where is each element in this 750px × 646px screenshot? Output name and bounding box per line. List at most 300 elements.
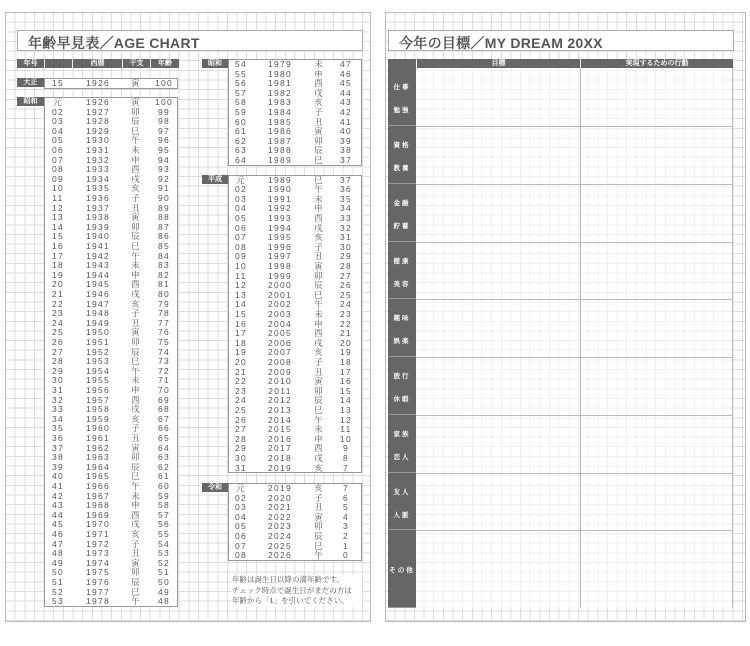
- age: 89: [157, 202, 171, 213]
- age: 50: [157, 577, 171, 587]
- western-year: 1952: [85, 346, 111, 357]
- age: 39: [339, 135, 353, 146]
- era-year: 08: [234, 241, 248, 252]
- western-year: 1933: [85, 164, 111, 175]
- eto: 寅: [314, 376, 324, 387]
- western-year: 1981: [267, 78, 293, 89]
- note-line: 年齢は誕生日以降の満年齢です。: [232, 575, 344, 584]
- western-year: 1988: [267, 145, 293, 156]
- era-table-taisho: [44, 78, 178, 89]
- western-year: 1949: [85, 317, 111, 328]
- eto: 亥: [131, 529, 141, 539]
- era-year: 22: [51, 298, 65, 309]
- my-dream-title: 今年の目標／MY DREAM 20XX: [388, 30, 734, 51]
- era-year: 16: [234, 318, 248, 329]
- age: 41: [339, 116, 353, 127]
- eto: 卯: [131, 567, 141, 578]
- era-year: 25: [51, 327, 65, 338]
- western-year: 2003: [267, 308, 293, 319]
- category-text: 趣味: [393, 315, 411, 322]
- western-year: 2008: [267, 356, 293, 367]
- eto: 辰: [314, 280, 324, 291]
- era-year: 28: [51, 356, 65, 367]
- eto: 寅: [131, 557, 141, 568]
- age: 16: [339, 376, 353, 387]
- era-year: 02: [234, 184, 248, 195]
- table-row: [229, 522, 361, 532]
- era-year: 13: [51, 212, 65, 223]
- age: 44: [339, 87, 353, 98]
- western-year: 1966: [85, 481, 111, 491]
- era-label-taisho: 大正: [17, 78, 44, 87]
- age: 93: [157, 164, 171, 175]
- eto: 申: [131, 269, 141, 280]
- western-year: 1987: [267, 135, 293, 146]
- western-year: 1926: [85, 97, 111, 107]
- eto: 亥: [131, 413, 141, 424]
- era-year: 04: [234, 203, 248, 214]
- table-row: [229, 464, 361, 474]
- age: 43: [339, 97, 353, 108]
- age: 45: [339, 78, 353, 89]
- age: 70: [157, 385, 171, 395]
- western-year: 1963: [85, 452, 111, 463]
- era-year: 63: [234, 145, 248, 156]
- age: 57: [157, 509, 171, 520]
- age: 34: [339, 203, 353, 214]
- age: 54: [157, 538, 171, 549]
- header-action: 実現するための行動: [581, 59, 733, 68]
- era-year: 15: [51, 78, 65, 88]
- age: 5: [342, 502, 350, 513]
- era-year: 46: [51, 529, 65, 539]
- western-year: 1965: [85, 471, 111, 482]
- era-year: 05: [51, 135, 65, 146]
- western-year: 2005: [267, 328, 293, 339]
- western-year: 1991: [267, 193, 293, 204]
- western-year: 1971: [85, 529, 111, 539]
- eto: 子: [131, 538, 141, 549]
- table-row: [229, 444, 361, 454]
- age: 32: [339, 222, 353, 233]
- eto: 午: [131, 250, 141, 261]
- category-label: [388, 299, 416, 357]
- eto: 子: [314, 356, 324, 367]
- age: 13: [339, 404, 353, 415]
- goal-column[interactable]: [416, 68, 581, 608]
- western-year: 1955: [85, 375, 111, 386]
- eto: 巳: [131, 356, 141, 367]
- category-divider: [416, 242, 733, 243]
- eto: 辰: [131, 231, 141, 242]
- header-eto: 干支: [123, 59, 150, 68]
- age: 42: [339, 107, 353, 117]
- age: 97: [157, 125, 171, 136]
- eto: 寅: [314, 511, 324, 522]
- eto: 未: [131, 260, 141, 271]
- era-year: 27: [51, 346, 65, 357]
- age: 98: [157, 116, 171, 127]
- era-year: 25: [234, 404, 248, 415]
- western-year: 1948: [85, 308, 111, 319]
- eto: 巳: [131, 471, 141, 482]
- eto: 亥: [314, 462, 324, 473]
- category-divider: [416, 184, 733, 185]
- era-label-reiwa: 令和: [202, 483, 228, 492]
- western-year: 2019: [267, 462, 293, 473]
- age: 68: [157, 404, 171, 415]
- era-year: 元: [236, 174, 246, 185]
- western-year: 1990: [267, 184, 293, 195]
- eto: 酉: [131, 394, 141, 405]
- era-year: 27: [234, 424, 248, 435]
- category-label: [388, 184, 416, 242]
- western-year: 1940: [85, 231, 111, 242]
- eto: 亥: [314, 483, 324, 493]
- western-year: 1968: [85, 500, 111, 511]
- western-year: 1927: [85, 106, 111, 117]
- age: 82: [157, 269, 171, 280]
- western-year: 2026: [267, 550, 293, 561]
- western-year: 2021: [267, 502, 293, 513]
- eto: 午: [131, 365, 141, 376]
- era-year: 03: [51, 116, 65, 127]
- age: 69: [157, 394, 171, 405]
- age: 59: [157, 490, 171, 501]
- eto: 辰: [131, 346, 141, 357]
- era-year: 48: [51, 548, 65, 559]
- era-year: 38: [51, 452, 65, 463]
- age: 80: [157, 289, 171, 299]
- western-year: 2022: [267, 511, 293, 522]
- era-label-showa2: 昭和: [202, 59, 228, 68]
- table-row: [45, 597, 177, 607]
- western-year: 1997: [267, 251, 293, 262]
- western-year: 1985: [267, 116, 293, 127]
- age: 72: [157, 365, 171, 376]
- era-year: 21: [51, 289, 65, 299]
- age: 55: [157, 529, 171, 539]
- eto: 巳: [314, 155, 324, 165]
- era-year: 60: [234, 116, 248, 127]
- eto: 辰: [131, 577, 141, 587]
- age: 63: [157, 452, 171, 463]
- western-year: 1944: [85, 269, 111, 280]
- category-text: その他: [389, 567, 415, 574]
- eto: 辰: [314, 531, 324, 541]
- era-year: 55: [234, 68, 248, 79]
- era-year: 20: [234, 356, 248, 367]
- action-column[interactable]: [581, 68, 733, 608]
- header-era-year: [45, 59, 72, 68]
- western-year: 1958: [85, 404, 111, 415]
- western-year: 1945: [85, 279, 111, 290]
- header-era: 年号: [17, 59, 44, 68]
- eto: 卯: [131, 106, 141, 117]
- western-year: 1932: [85, 154, 111, 165]
- era-year: 29: [234, 443, 248, 454]
- western-year: 1979: [267, 59, 293, 69]
- age: 36: [339, 184, 353, 195]
- eto: 子: [314, 241, 324, 252]
- category-divider: [416, 126, 733, 127]
- era-year: 64: [234, 155, 248, 165]
- era-year: 24: [51, 317, 65, 328]
- eto: 卯: [131, 452, 141, 463]
- era-year: 41: [51, 481, 65, 491]
- category-text: 教養: [393, 165, 411, 172]
- age: 67: [157, 413, 171, 424]
- eto: 子: [131, 193, 141, 203]
- western-year: 1974: [85, 557, 111, 568]
- age-chart-title: 年齢早見表／AGE CHART: [17, 30, 363, 51]
- western-year: 1956: [85, 385, 111, 395]
- eto: 丑: [131, 548, 141, 559]
- eto: 卯: [314, 521, 324, 532]
- western-year: 2000: [267, 280, 293, 291]
- western-year: 1926: [85, 78, 111, 88]
- eto: 丑: [314, 366, 324, 377]
- age: 62: [157, 461, 171, 472]
- western-year: 2009: [267, 366, 293, 377]
- age: 85: [157, 241, 171, 251]
- age: 40: [339, 126, 353, 137]
- era-year: 37: [51, 442, 65, 453]
- table-row: [229, 551, 361, 561]
- eto: 酉: [314, 78, 324, 89]
- category-text: 人脈: [393, 511, 411, 519]
- era-table-reiwa: [228, 483, 362, 561]
- age: 51: [157, 567, 171, 578]
- western-year: 1967: [85, 490, 111, 501]
- era-year: 30: [51, 375, 65, 386]
- era-year: 29: [51, 365, 65, 376]
- header-goal: 目標: [417, 59, 580, 68]
- era-year: 42: [51, 490, 65, 501]
- western-year: 1939: [85, 221, 111, 232]
- western-year: 1950: [85, 327, 111, 338]
- eto: 巳: [314, 404, 324, 415]
- age: 37: [339, 155, 353, 165]
- age: 71: [157, 375, 171, 386]
- age: 96: [157, 135, 171, 146]
- western-year: 2006: [267, 337, 293, 348]
- age: 90: [157, 193, 171, 203]
- age: 46: [339, 68, 353, 79]
- category-text: 仕事: [393, 84, 411, 91]
- era-year: 17: [234, 328, 248, 339]
- western-year: 2007: [267, 347, 293, 358]
- eto: 丑: [314, 502, 324, 513]
- age: 84: [157, 250, 171, 261]
- age: 11: [340, 424, 352, 435]
- era-year: 07: [51, 154, 65, 165]
- era-year: 31: [51, 385, 65, 395]
- era-year: 17: [51, 250, 65, 261]
- western-year: 1942: [85, 250, 111, 261]
- era-year: 元: [53, 97, 63, 107]
- age: 24: [339, 299, 353, 310]
- era-year: 47: [51, 538, 65, 549]
- era-year: 14: [234, 299, 248, 310]
- era-year: 40: [51, 471, 65, 482]
- eto: 戌: [131, 519, 141, 530]
- era-year: 30: [234, 452, 248, 463]
- age: 19: [339, 347, 353, 358]
- eto: 午: [131, 596, 141, 607]
- eto: 寅: [314, 126, 324, 137]
- eto: 子: [314, 107, 324, 117]
- western-year: 1998: [267, 260, 293, 271]
- era-year: 06: [51, 145, 65, 155]
- eto: 巳: [131, 241, 141, 251]
- eto: 申: [131, 500, 141, 511]
- age: 56: [157, 519, 171, 530]
- eto: 丑: [314, 251, 324, 262]
- western-year: 1983: [267, 97, 293, 108]
- category-text: 友人: [393, 488, 411, 496]
- category-label: [388, 530, 416, 608]
- era-year: 24: [234, 395, 248, 406]
- eto: 申: [314, 203, 324, 214]
- era-table-showa: [44, 97, 178, 607]
- note-line: チェック時点で誕生日がまだの方は: [232, 585, 352, 595]
- eto: 丑: [131, 202, 141, 213]
- eto: 戌: [131, 289, 141, 299]
- era-year: 26: [51, 337, 65, 347]
- category-divider: [416, 530, 733, 531]
- western-year: 1986: [267, 126, 293, 137]
- era-year: 07: [234, 540, 248, 551]
- era-year: 03: [234, 193, 248, 204]
- era-year: 02: [234, 492, 248, 503]
- eto: 戌: [314, 87, 324, 98]
- era-year: 56: [234, 78, 248, 89]
- eto: 未: [314, 193, 324, 204]
- eto: 未: [314, 59, 324, 69]
- age: 30: [339, 241, 353, 252]
- era-year: 元: [236, 483, 246, 493]
- age: 20: [339, 337, 353, 348]
- western-year: 1989: [267, 174, 293, 185]
- era-year: 11: [235, 270, 247, 281]
- eto: 巳: [314, 540, 324, 551]
- western-year: 1993: [267, 212, 293, 223]
- category-text: 恋人: [393, 454, 411, 461]
- era-year: 53: [51, 596, 65, 607]
- era-table-showa2: [228, 59, 362, 166]
- eto: 辰: [131, 461, 141, 472]
- age: 48: [157, 596, 171, 607]
- western-year: 1928: [85, 116, 111, 127]
- era-year: 14: [51, 221, 65, 232]
- age: 75: [157, 337, 171, 347]
- western-year: 1936: [85, 193, 111, 203]
- era-year: 36: [51, 433, 65, 443]
- era-year: 57: [234, 87, 248, 98]
- age: 4: [342, 511, 350, 522]
- age: 65: [157, 433, 171, 443]
- table-row: [45, 79, 177, 89]
- western-year: 2023: [267, 521, 293, 532]
- category-label: [388, 473, 416, 530]
- era-table-heisei: [228, 175, 362, 474]
- era-year: 44: [51, 509, 65, 520]
- era-year: 19: [51, 269, 65, 280]
- age: 64: [157, 442, 171, 453]
- western-year: 1977: [85, 586, 111, 597]
- eto: 寅: [131, 212, 141, 223]
- eto: 酉: [131, 164, 141, 175]
- category-text: 金融: [393, 200, 411, 207]
- age: 22: [339, 318, 353, 329]
- eto: 申: [314, 68, 324, 79]
- eto: 亥: [314, 232, 324, 243]
- western-year: 1972: [85, 538, 111, 549]
- western-year: 2004: [267, 318, 293, 329]
- age: 78: [157, 308, 171, 319]
- western-year: 1961: [85, 433, 111, 443]
- eto: 辰: [131, 116, 141, 127]
- category-divider: [416, 415, 733, 416]
- age: 17: [339, 366, 353, 377]
- era-year: 61: [234, 126, 248, 137]
- era-year: 10: [234, 260, 248, 271]
- category-label: [388, 415, 416, 473]
- western-year: 1964: [85, 461, 111, 472]
- western-year: 1947: [85, 298, 111, 309]
- category-label: [388, 126, 416, 184]
- eto: 巳: [314, 289, 324, 300]
- western-year: 2024: [267, 531, 293, 541]
- age: 87: [157, 221, 171, 232]
- age: 91: [157, 183, 171, 194]
- western-year: 1943: [85, 260, 111, 271]
- age: 49: [157, 586, 171, 597]
- western-year: 1959: [85, 413, 111, 424]
- era-year: 51: [51, 577, 65, 587]
- eto: 未: [314, 308, 324, 319]
- header-age: 年齢: [151, 59, 179, 68]
- era-year: 58: [234, 97, 248, 108]
- eto: 丑: [314, 116, 324, 127]
- era-year: 54: [234, 59, 248, 69]
- age: 37: [339, 174, 353, 185]
- eto: 酉: [314, 328, 324, 339]
- western-year: 1984: [267, 107, 293, 117]
- eto: 酉: [131, 279, 141, 290]
- western-year: 2016: [267, 433, 293, 444]
- western-year: 2018: [267, 452, 293, 463]
- eto: 子: [131, 308, 141, 319]
- category-text: 健康: [393, 257, 411, 265]
- eto: 午: [314, 299, 324, 310]
- eto: 申: [131, 154, 141, 165]
- eto: 申: [131, 385, 141, 395]
- eto: 午: [314, 184, 324, 195]
- era-year: 05: [234, 521, 248, 532]
- age: 77: [157, 317, 171, 328]
- age: 14: [339, 395, 353, 406]
- western-year: 2014: [267, 414, 293, 425]
- age: 7: [342, 462, 350, 473]
- western-year: 2012: [267, 395, 293, 406]
- age-note: [232, 575, 362, 607]
- era-year: 04: [234, 511, 248, 522]
- age: 79: [157, 298, 171, 309]
- eto: 卯: [314, 270, 324, 281]
- era-year: 05: [234, 212, 248, 223]
